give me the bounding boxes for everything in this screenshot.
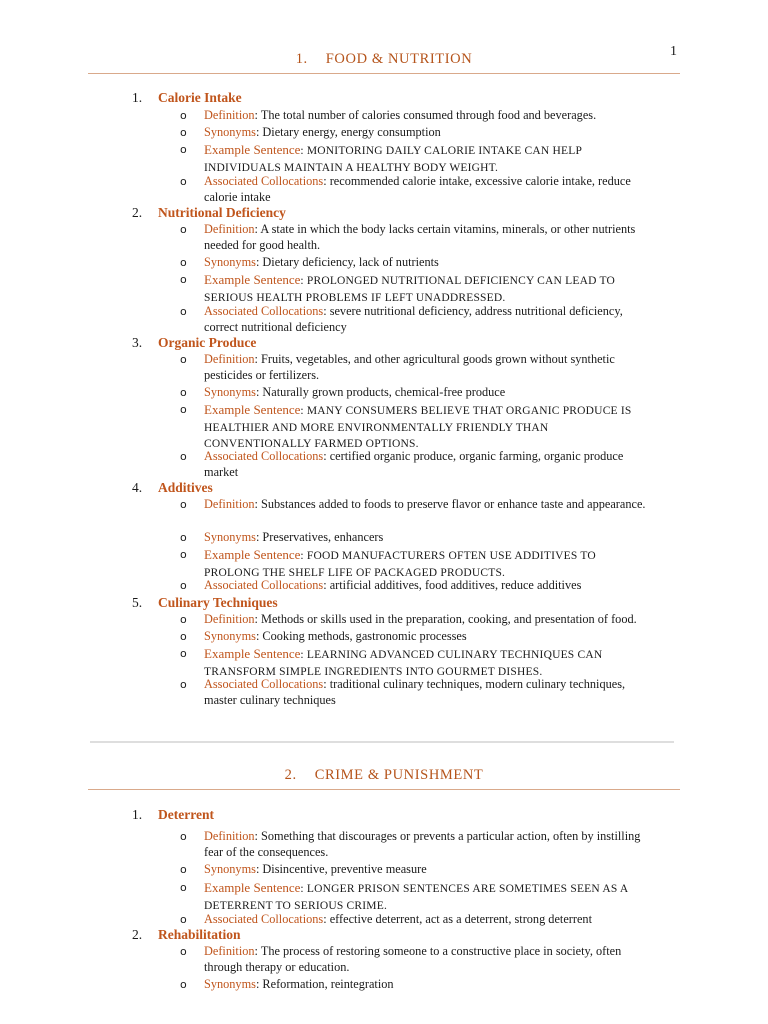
term-heading bbox=[132, 480, 213, 496]
section-rule bbox=[88, 789, 680, 790]
item-label: Definition bbox=[204, 222, 255, 236]
bullet-icon: o bbox=[180, 109, 187, 122]
item-text bbox=[204, 677, 650, 708]
item-label: Associated Collocations bbox=[204, 677, 324, 691]
item-label: Example Sentence bbox=[204, 142, 301, 157]
item-label: Associated Collocations bbox=[204, 304, 324, 318]
section-heading bbox=[88, 767, 680, 784]
term-detail-item bbox=[180, 977, 650, 993]
item-text bbox=[204, 174, 650, 205]
item-label: Associated Collocations bbox=[204, 449, 324, 463]
item-body: : Reformation, reintegration bbox=[255, 977, 394, 991]
term-number: 1. bbox=[132, 90, 143, 105]
page-break-divider bbox=[90, 741, 674, 743]
item-body: : A state in which the body lacks certain vitamins, minerals, or other nutrients needed for good health. bbox=[204, 222, 636, 252]
item-text bbox=[204, 578, 650, 594]
item-text bbox=[204, 272, 650, 306]
bullet-icon: o bbox=[180, 305, 187, 318]
item-text bbox=[204, 402, 650, 453]
term-number: 2. bbox=[132, 205, 143, 220]
term-detail-item bbox=[180, 677, 650, 708]
item-body: : Cooking methods, gastronomic processes bbox=[255, 629, 467, 643]
item-label: Synonyms bbox=[204, 255, 256, 269]
item-text bbox=[204, 222, 650, 253]
term-detail-item bbox=[180, 578, 650, 594]
item-body: : FOOD MANUFACTURERS OFTEN USE ADDITIVES TO PROLONG THE SHELF LIFE OF PACKAGED PRODUCTS. bbox=[204, 550, 596, 579]
item-text bbox=[204, 304, 650, 335]
bullet-icon: o bbox=[180, 945, 187, 958]
item-text bbox=[204, 829, 650, 860]
item-label: Example Sentence bbox=[204, 547, 301, 562]
bullet-icon: o bbox=[180, 273, 187, 286]
bullet-icon: o bbox=[180, 630, 187, 643]
term-name: Organic Produce bbox=[158, 335, 257, 350]
term-heading bbox=[132, 335, 256, 351]
term-detail-item bbox=[180, 255, 650, 271]
item-body: : MANY CONSUMERS BELIEVE THAT ORGANIC PRODUCE IS HEALTHIER AND MORE ENVIRONMENTALLY FRIENDLY THAN CONVENTIONALLY FARMED OPTIONS. bbox=[204, 405, 632, 450]
term-detail-item bbox=[180, 612, 650, 628]
item-body: : recommended calorie intake, excessive calorie intake, reduce calorie intake bbox=[204, 174, 631, 204]
item-label: Example Sentence bbox=[204, 272, 301, 287]
term-name: Additives bbox=[158, 480, 213, 495]
item-label: Example Sentence bbox=[204, 402, 301, 417]
item-label: Associated Collocations bbox=[204, 912, 324, 926]
item-text bbox=[204, 449, 650, 480]
item-text bbox=[204, 385, 650, 401]
bullet-icon: o bbox=[180, 579, 187, 592]
item-body: : Something that discourages or prevents a particular action, often by instilling fear of the consequences. bbox=[204, 829, 641, 859]
term-heading bbox=[132, 807, 214, 823]
bullet-icon: o bbox=[180, 881, 187, 894]
item-body: : PROLONGED NUTRITIONAL DEFICIENCY CAN LEAD TO SERIOUS HEALTH PROBLEMS IF LEFT UNADDRESSED. bbox=[204, 275, 615, 304]
page-number: 1 bbox=[670, 44, 677, 59]
bullet-icon: o bbox=[180, 830, 187, 843]
item-body: : Dietary deficiency, lack of nutrients bbox=[255, 255, 439, 269]
bullet-icon: o bbox=[180, 126, 187, 139]
bullet-icon: o bbox=[180, 498, 187, 511]
section-heading bbox=[88, 51, 680, 68]
item-label: Definition bbox=[204, 497, 255, 511]
bullet-icon: o bbox=[180, 353, 187, 366]
item-text bbox=[204, 612, 650, 628]
item-body: : Fruits, vegetables, and other agricultural goods grown without synthetic pesticides or fertilizers. bbox=[204, 352, 615, 382]
bullet-icon: o bbox=[180, 913, 187, 926]
item-label: Synonyms bbox=[204, 530, 256, 544]
term-heading bbox=[132, 927, 241, 943]
term-heading bbox=[132, 595, 278, 611]
item-text bbox=[204, 646, 650, 680]
item-label: Associated Collocations bbox=[204, 174, 324, 188]
item-text bbox=[204, 255, 650, 271]
item-body: : MONITORING DAILY CALORIE INTAKE CAN HELP INDIVIDUALS MAINTAIN A HEALTHY BODY WEIGHT. bbox=[204, 145, 582, 174]
item-body: : traditional culinary techniques, modern culinary techniques, master culinary techniques bbox=[204, 677, 626, 707]
term-name: Deterrent bbox=[158, 807, 214, 822]
item-label: Synonyms bbox=[204, 385, 256, 399]
item-body: : The total number of calories consumed through food and beverages. bbox=[254, 108, 597, 122]
bullet-icon: o bbox=[180, 678, 187, 691]
term-detail-item bbox=[180, 912, 650, 928]
item-text bbox=[204, 142, 650, 176]
item-label: Definition bbox=[204, 829, 255, 843]
item-label: Synonyms bbox=[204, 977, 256, 991]
term-detail-item bbox=[180, 108, 650, 124]
item-label: Synonyms bbox=[204, 125, 256, 139]
item-text bbox=[204, 547, 650, 581]
item-label: Synonyms bbox=[204, 629, 256, 643]
item-text bbox=[204, 530, 650, 546]
item-label: Definition bbox=[204, 612, 255, 626]
term-detail-item bbox=[180, 646, 650, 680]
item-body: : Substances added to foods to preserve flavor or enhance taste and appearance. bbox=[254, 497, 646, 511]
item-text bbox=[204, 944, 650, 975]
item-body: : LEARNING ADVANCED CULINARY TECHNIQUES CAN TRANSFORM SIMPLE INGREDIENTS INTO GOURMET DISHES. bbox=[204, 649, 603, 678]
term-name: Rehabilitation bbox=[158, 927, 241, 942]
item-body: : effective deterrent, act as a deterrent, strong deterrent bbox=[323, 912, 592, 926]
term-detail-item bbox=[180, 304, 650, 335]
term-detail-item bbox=[180, 449, 650, 480]
item-text bbox=[204, 912, 650, 928]
term-detail-item bbox=[180, 547, 650, 581]
term-detail-item bbox=[180, 862, 650, 878]
term-detail-item bbox=[180, 222, 650, 253]
item-body: : severe nutritional deficiency, address nutritional deficiency, correct nutritional deficiency bbox=[204, 304, 623, 334]
bullet-icon: o bbox=[180, 613, 187, 626]
item-body: : Methods or skills used in the preparation, cooking, and presentation of food. bbox=[254, 612, 637, 626]
term-name: Nutritional Deficiency bbox=[158, 205, 286, 220]
item-body: : Disincentive, preventive measure bbox=[255, 862, 427, 876]
term-detail-item bbox=[180, 352, 650, 383]
item-label: Definition bbox=[204, 352, 255, 366]
item-text bbox=[204, 880, 650, 914]
item-text bbox=[204, 125, 650, 141]
bullet-icon: o bbox=[180, 863, 187, 876]
bullet-icon: o bbox=[180, 450, 187, 463]
item-text bbox=[204, 862, 650, 878]
bullet-icon: o bbox=[180, 647, 187, 660]
item-text bbox=[204, 108, 650, 124]
item-body: : Preservatives, enhancers bbox=[255, 530, 384, 544]
term-detail-item bbox=[180, 402, 650, 453]
item-label: Definition bbox=[204, 108, 255, 122]
term-number: 1. bbox=[132, 807, 143, 822]
term-name: Calorie Intake bbox=[158, 90, 242, 105]
item-label: Example Sentence bbox=[204, 646, 301, 661]
item-body: : Naturally grown products, chemical-free produce bbox=[255, 385, 506, 399]
term-detail-item bbox=[180, 385, 650, 401]
term-detail-item bbox=[180, 142, 650, 176]
term-number: 2. bbox=[132, 927, 143, 942]
bullet-icon: o bbox=[180, 386, 187, 399]
term-heading bbox=[132, 205, 286, 221]
bullet-icon: o bbox=[180, 403, 187, 416]
item-text bbox=[204, 497, 650, 513]
item-label: Synonyms bbox=[204, 862, 256, 876]
section-number: 2. bbox=[284, 767, 297, 783]
term-number: 4. bbox=[132, 480, 143, 495]
term-detail-item bbox=[180, 174, 650, 205]
term-detail-item bbox=[180, 829, 650, 860]
term-detail-item bbox=[180, 125, 650, 141]
item-body: : certified organic produce, organic farming, organic produce market bbox=[204, 449, 624, 479]
item-text bbox=[204, 352, 650, 383]
term-detail-item bbox=[180, 880, 650, 914]
bullet-icon: o bbox=[180, 223, 187, 236]
item-body: : Dietary energy, energy consumption bbox=[255, 125, 441, 139]
item-label: Definition bbox=[204, 944, 255, 958]
section-title: CRIME & PUNISHMENT bbox=[314, 767, 484, 783]
term-detail-item bbox=[180, 497, 650, 513]
term-detail-item bbox=[180, 944, 650, 975]
term-detail-item bbox=[180, 629, 650, 645]
bullet-icon: o bbox=[180, 175, 187, 188]
bullet-icon: o bbox=[180, 531, 187, 544]
item-body: : LONGER PRISON SENTENCES ARE SOMETIMES SEEN AS A DETERRENT TO SERIOUS CRIME. bbox=[204, 883, 628, 912]
item-body: : The process of restoring someone to a constructive place in society, often through therapy or education. bbox=[204, 944, 622, 974]
term-number: 3. bbox=[132, 335, 143, 350]
term-heading bbox=[132, 90, 242, 106]
item-label: Example Sentence bbox=[204, 880, 301, 895]
section-rule bbox=[88, 73, 680, 74]
item-text bbox=[204, 629, 650, 645]
term-detail-item bbox=[180, 530, 650, 546]
item-label: Associated Collocations bbox=[204, 578, 324, 592]
bullet-icon: o bbox=[180, 548, 187, 561]
section-number: 1. bbox=[295, 51, 308, 67]
section-title: FOOD & NUTRITION bbox=[325, 51, 473, 67]
term-name: Culinary Techniques bbox=[158, 595, 278, 610]
term-number: 5. bbox=[132, 595, 143, 610]
item-body: : artificial additives, food additives, reduce additives bbox=[323, 578, 582, 592]
bullet-icon: o bbox=[180, 978, 187, 991]
bullet-icon: o bbox=[180, 143, 187, 156]
term-detail-item bbox=[180, 272, 650, 306]
item-text bbox=[204, 977, 650, 993]
bullet-icon: o bbox=[180, 256, 187, 269]
